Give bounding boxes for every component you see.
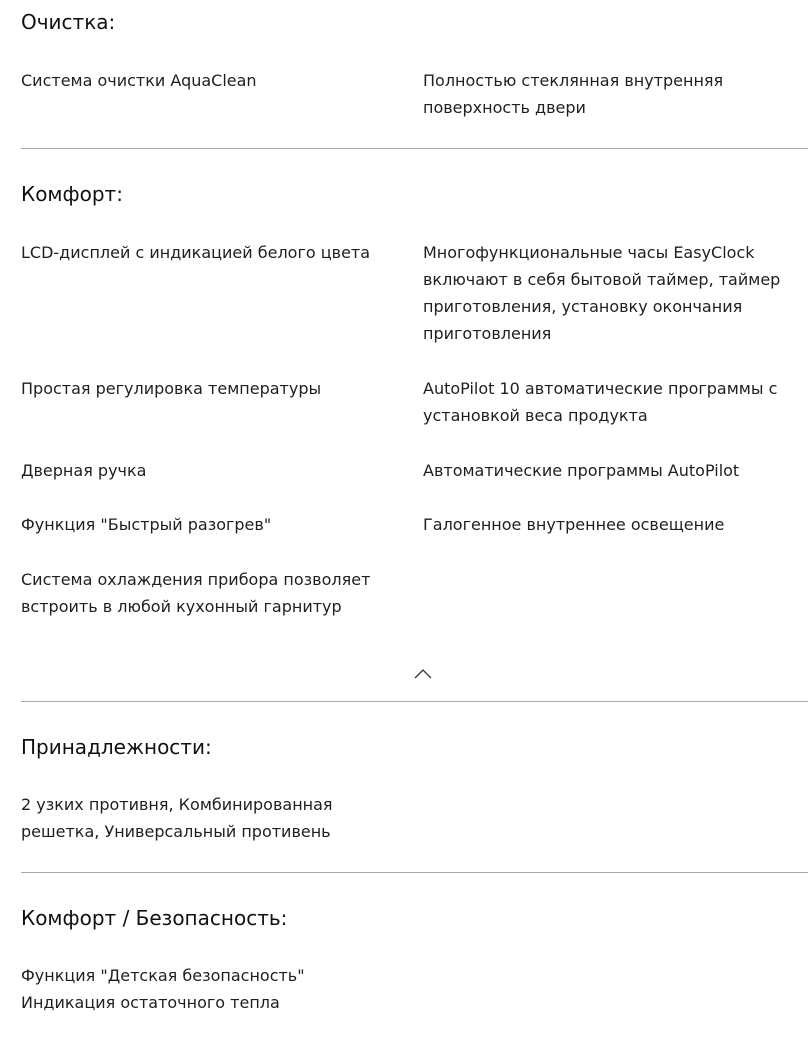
spec-item-cooling-system: Система охлаждения прибора позволяет встроить в любой кухонный гарнитур [21, 570, 371, 616]
spec-item-lcd-display: LCD-дисплей с индикацией белого цвета [21, 243, 371, 262]
spec-item-aquaclean: Система очистки AquaClean [21, 71, 257, 90]
section-title-comfort: Комфорт: [21, 182, 123, 206]
spec-item-halogen-light: Галогенное внутреннее освещение [423, 515, 725, 534]
spec-item-child-lock: Функция "Детская безопасность" [21, 966, 305, 985]
section-divider [21, 872, 808, 873]
spec-item-easyclock: Многофункциональные часы EasyClock включают в себя бытовой таймер, таймер приготовления, установку окончания приготовления [423, 243, 781, 343]
spec-item-autopilot-programs: Автоматические программы AutoPilot [423, 461, 740, 480]
spec-item-temperature-control: Простая регулировка температуры [21, 379, 322, 398]
collapse-button[interactable] [408, 662, 438, 684]
spec-item-autopilot-10: AutoPilot 10 автоматические программы с установкой веса продукта [423, 379, 778, 425]
spec-item-quick-heat: Функция "Быстрый разогрев" [21, 515, 272, 534]
section-title-cleaning: Очистка: [21, 10, 116, 34]
spec-item-glass-door: Полностью стеклянная внутренняя поверхность двери [423, 71, 724, 117]
spec-item-door-handle: Дверная ручка [21, 461, 147, 480]
spec-item-accessories: 2 узких противня, Комбинированная решетка, Универсальный противень [21, 795, 333, 841]
chevron-up-icon [413, 667, 433, 679]
section-title-accessories: Принадлежности: [21, 735, 212, 759]
spec-item-residual-heat: Индикация остаточного тепла [21, 993, 280, 1012]
section-divider [21, 701, 808, 702]
section-title-comfort-safety: Комфорт / Безопасность: [21, 906, 288, 930]
section-divider [21, 148, 808, 149]
